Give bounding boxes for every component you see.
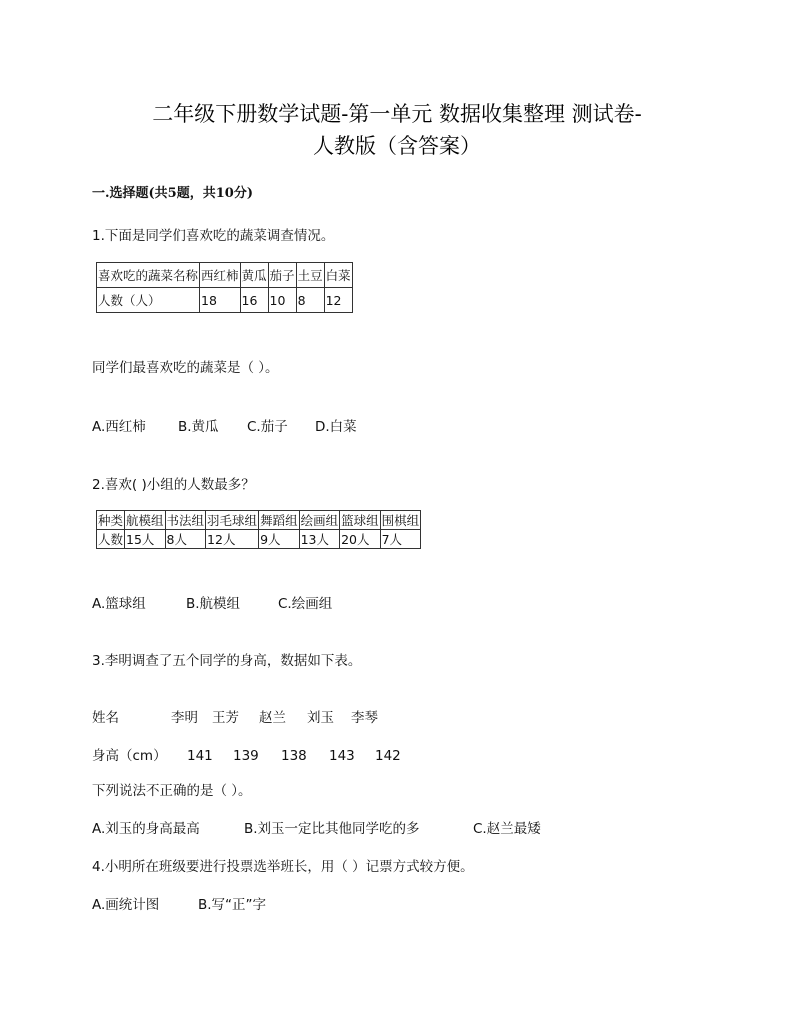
q2-header-cell: 舞蹈组 [259, 511, 300, 530]
q4-option-a[interactable]: A.画统计图 [92, 897, 160, 913]
q3-option-c[interactable]: C.赵兰最矮 [473, 821, 541, 837]
q3-name: 刘玉 [307, 710, 334, 726]
q1-header-cell: 喜欢吃的蔬菜名称 [97, 263, 200, 288]
q1-data-cell: 12 [324, 288, 352, 313]
q4-stem: 4.小明所在班级要进行投票选举班长，用（ ）记票方式较方便。 [92, 859, 474, 875]
q3-height: 141 [187, 748, 213, 764]
q3-names-row [92, 706, 378, 726]
q2-header-cell: 种类 [97, 511, 125, 530]
q2-option-c[interactable]: C.绘画组 [278, 596, 333, 612]
q3-option-b[interactable]: B.刘玉一定比其他同学吃的多 [244, 821, 420, 837]
q3-heights-row [92, 744, 401, 764]
q2-header-cell: 书法组 [165, 511, 206, 530]
q2-header-cell: 篮球组 [340, 511, 381, 530]
q1-data-cell: 人数（人） [97, 288, 200, 313]
q3-option-a[interactable]: A.刘玉的身高最高 [92, 821, 200, 837]
q1-data-cell: 18 [200, 288, 241, 313]
q1-header-cell: 白菜 [324, 263, 352, 288]
q1-data-cell: 16 [240, 288, 268, 313]
q3-stem: 3.李明调查了五个同学的身高，数据如下表。 [92, 653, 362, 669]
q3-name: 李明 [171, 710, 198, 726]
q2-data-cell: 15人 [125, 530, 166, 549]
q2-data-cell: 8人 [165, 530, 206, 549]
section-heading: 一.选择题(共5题，共10分) [92, 186, 253, 201]
q3-height: 142 [375, 748, 401, 764]
page-title-line2: 人教版（含答案） [313, 134, 481, 158]
q2-stem: 2.喜欢( )小组的人数最多？ [92, 477, 255, 493]
q1-option-a[interactable]: A.西红柿 [92, 419, 146, 435]
q1-question: 同学们最喜欢吃的蔬菜是（ ）。 [92, 360, 279, 376]
q3-height-label: 身高（cm） [92, 748, 167, 764]
q2-header-cell: 围棋组 [380, 511, 421, 530]
q2-header-cell: 绘画组 [299, 511, 340, 530]
q1-header-cell: 黄瓜 [240, 263, 268, 288]
q4-option-b[interactable]: B.写“正”字 [198, 897, 267, 913]
q2-option-b[interactable]: B.航模组 [186, 596, 241, 612]
q1-header-cell: 土豆 [296, 263, 324, 288]
q3-options [92, 817, 541, 837]
q3-name: 王芳 [212, 710, 239, 726]
q3-height: 143 [329, 748, 355, 764]
q1-data-cell: 8 [296, 288, 324, 313]
q3-question: 下列说法不正确的是（ ）。 [92, 783, 252, 799]
q1-table-data-row [97, 288, 353, 313]
q2-data-cell: 7人 [380, 530, 421, 549]
q2-data-cell: 12人 [206, 530, 259, 549]
q1-options [92, 415, 357, 435]
q1-option-c[interactable]: C.茄子 [247, 419, 288, 435]
q3-name: 赵兰 [259, 710, 286, 726]
q2-data-cell: 人数 [97, 530, 125, 549]
q3-names-label: 姓名 [92, 710, 119, 726]
q2-option-a[interactable]: A.篮球组 [92, 596, 146, 612]
q2-header-cell: 羽毛球组 [206, 511, 259, 530]
q2-table-header-row [97, 511, 421, 530]
q4-options [92, 893, 266, 913]
q2-table-data-row [97, 530, 421, 549]
q2-data-cell: 9人 [259, 530, 300, 549]
q1-stem: 1.下面是同学们喜欢吃的蔬菜调查情况。 [92, 228, 335, 244]
q1-table-header-row [97, 263, 353, 288]
q1-option-b[interactable]: B.黄瓜 [178, 419, 219, 435]
q2-table [96, 510, 421, 549]
q3-height: 139 [233, 748, 259, 764]
q1-header-cell: 茄子 [268, 263, 296, 288]
q3-name: 李琴 [351, 710, 378, 726]
page-title-line1: 二年级下册数学试题-第一单元 数据收集整理 测试卷- [152, 102, 642, 126]
q2-header-cell: 航模组 [125, 511, 166, 530]
q2-options [92, 592, 332, 612]
q3-height: 138 [281, 748, 307, 764]
q2-data-cell: 20人 [340, 530, 381, 549]
q1-data-cell: 10 [268, 288, 296, 313]
q1-option-d[interactable]: D.白菜 [315, 419, 357, 435]
q1-table [96, 262, 353, 313]
q2-data-cell: 13人 [299, 530, 340, 549]
q1-header-cell: 西红柿 [200, 263, 241, 288]
